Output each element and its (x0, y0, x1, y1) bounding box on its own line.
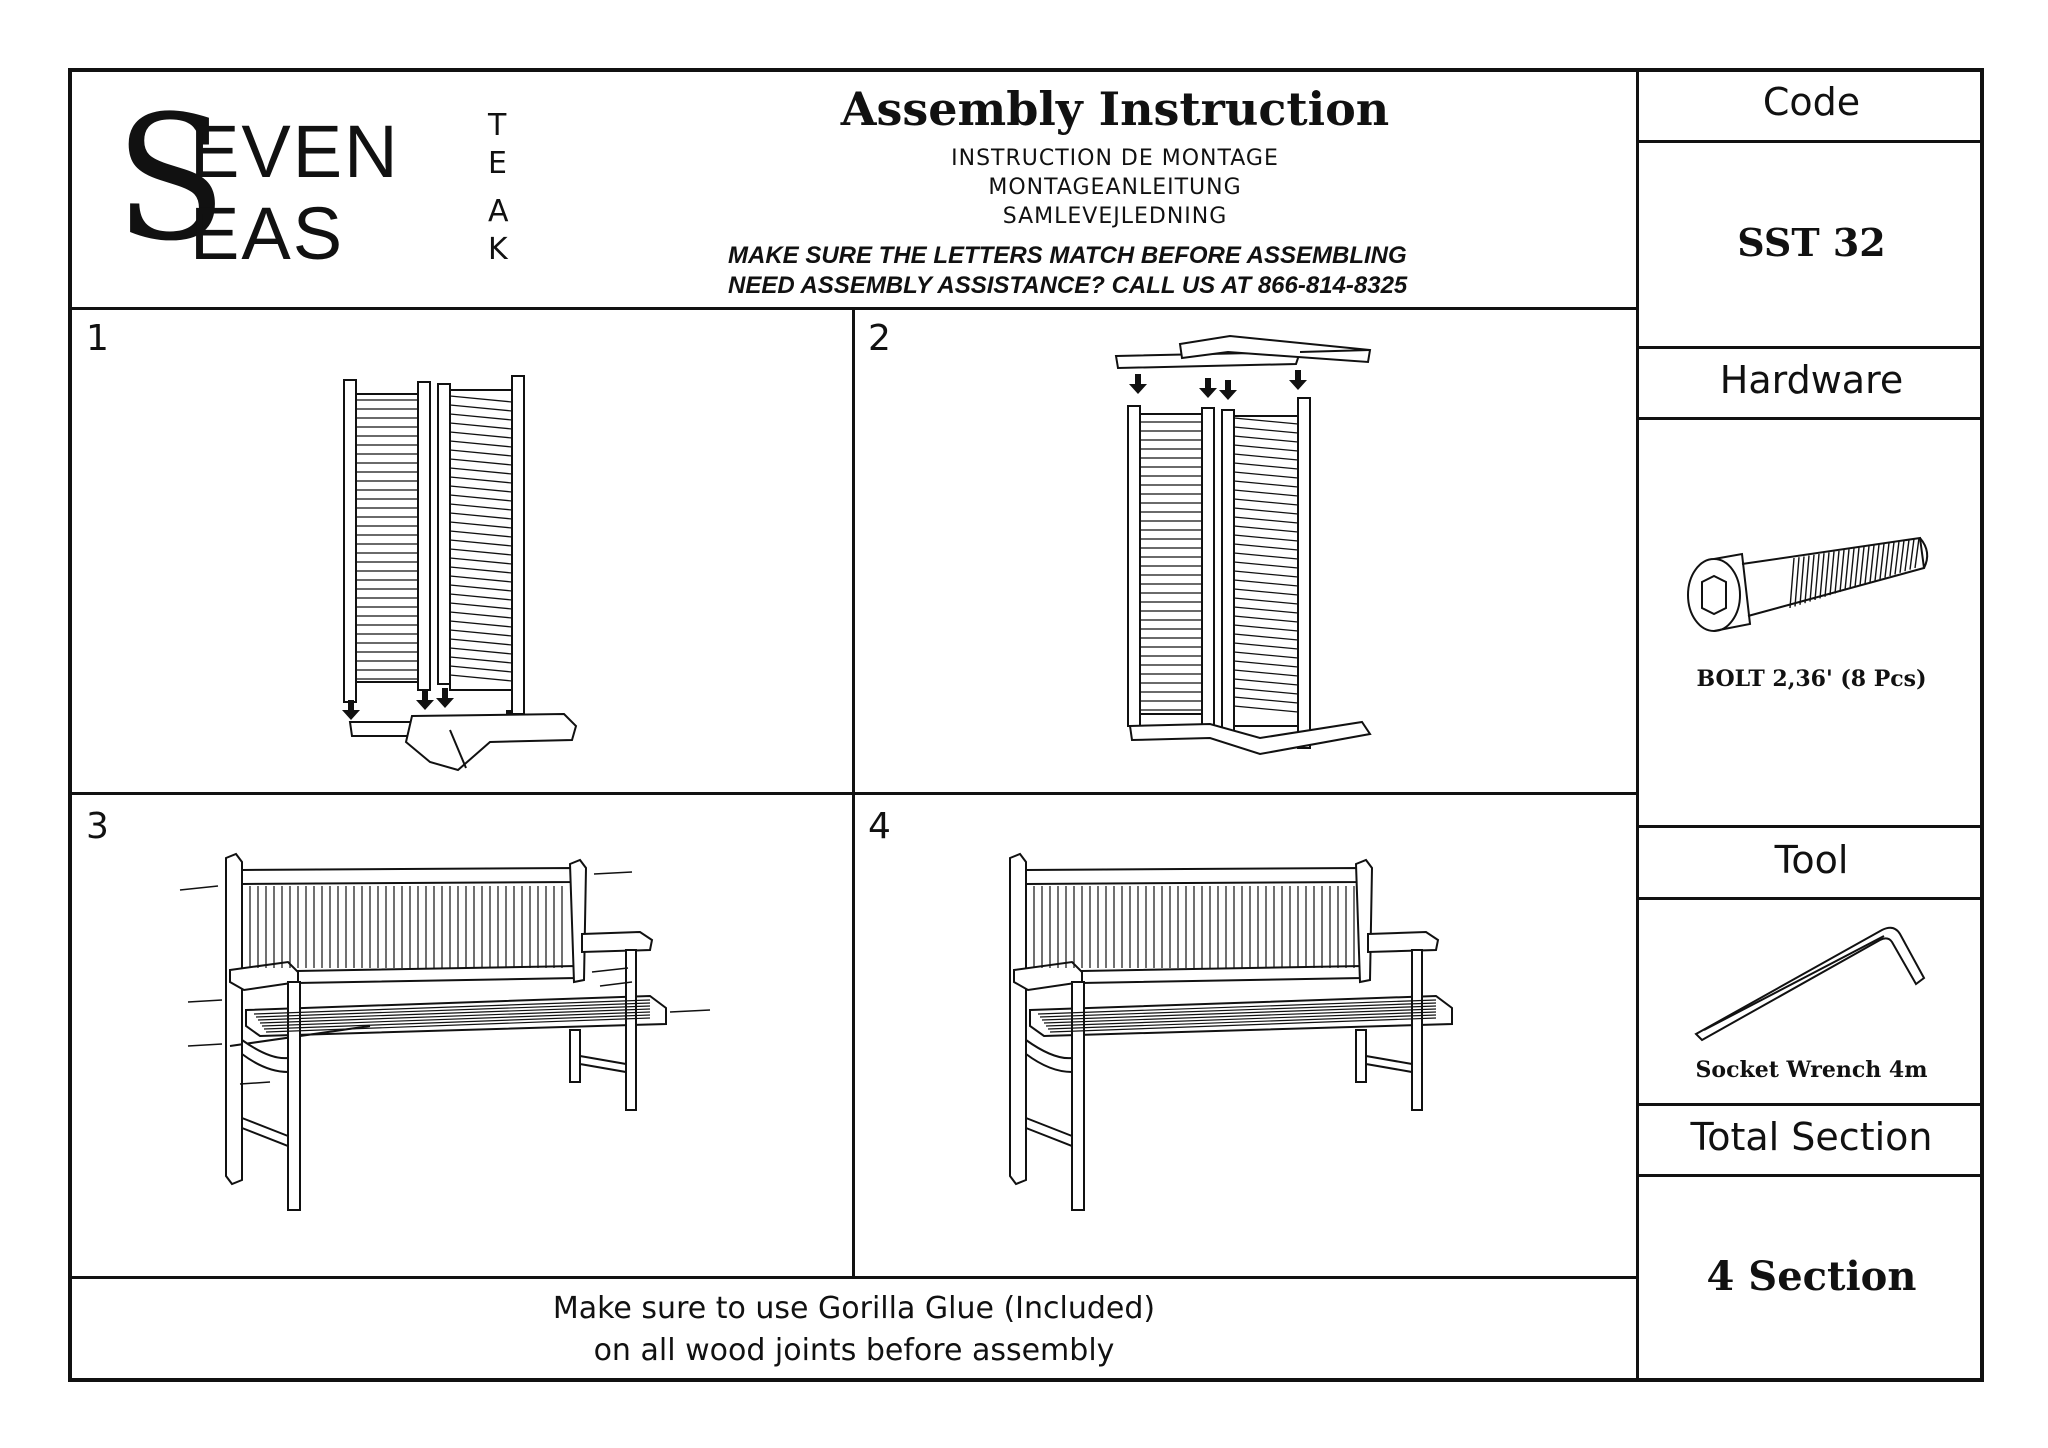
step-3-number: 3 (86, 806, 109, 847)
logo-stack-top-2: E (488, 146, 507, 181)
logo-bottom-word: EAS (190, 192, 345, 275)
slat-line (1820, 553, 1824, 598)
slat-line (1885, 543, 1889, 578)
slat-line (1865, 546, 1869, 584)
title-translation-de: MONTAGEANLEITUNG (988, 175, 1242, 200)
logo-stack-bottom-2: K (488, 232, 508, 267)
slat-line (1835, 551, 1839, 594)
hardware-caption: BOLT 2,36' (8 Pcs) (1696, 666, 1927, 692)
step-2-number: 2 (868, 318, 891, 359)
slat-line (1800, 556, 1804, 604)
logo-stack-top-1: T (488, 108, 507, 143)
slat-line (1805, 556, 1809, 604)
tool-caption: Socket Wrench 4m (1695, 1057, 1928, 1083)
slat-line (1910, 539, 1914, 570)
bolt-icon (1680, 520, 1940, 650)
total-section-label: Total Section (1690, 1115, 1933, 1159)
sidebar-line (1638, 897, 1982, 900)
brand-logo (114, 78, 538, 285)
slat-line (1895, 541, 1899, 574)
sidebar-line (1638, 1103, 1982, 1106)
slat-line (1825, 552, 1829, 596)
slat-line (1880, 544, 1884, 580)
step-4-bench-illustration (1000, 850, 1500, 1220)
slat-line (1860, 547, 1864, 586)
slat-line (1795, 557, 1799, 606)
page-title: Assembly Instruction (840, 82, 1390, 136)
slat-line (1815, 554, 1819, 600)
glue-note-line-1: Make sure to use Gorilla Glue (Included) (552, 1291, 1156, 1326)
slat-line (1810, 555, 1814, 602)
step-4-number: 4 (868, 806, 891, 847)
steps-horizontal-divider (70, 792, 1638, 795)
sidebar-line (1638, 1174, 1982, 1177)
slat-line (1845, 549, 1849, 590)
title-translation-da: SAMLEVEJLEDNING (1002, 204, 1228, 229)
sidebar-line (1638, 346, 1982, 349)
code-label: Code (1762, 80, 1861, 124)
letters-warning: MAKE SURE THE LETTERS MATCH BEFORE ASSEMBLING (728, 242, 1407, 269)
slat-line (1870, 545, 1874, 582)
step-2-illustration (1110, 330, 1400, 780)
slat-line (1905, 540, 1909, 572)
footer-divider (70, 1276, 1638, 1279)
code-value: SST 32 (1737, 220, 1886, 265)
slat-line (1900, 540, 1904, 572)
sidebar-line (1638, 140, 1982, 143)
sidebar-line (1638, 417, 1982, 420)
tool-label: Tool (1774, 838, 1849, 882)
step-1-number: 1 (86, 318, 109, 359)
step-1-illustration (330, 370, 600, 780)
sidebar-line (1638, 825, 1982, 828)
slat-line (1915, 538, 1919, 568)
slat-line (1875, 544, 1879, 580)
slat-line (1790, 558, 1794, 608)
title-translation-fr: INSTRUCTION DE MONTAGE (951, 146, 1279, 171)
glue-note-line-2: on all wood joints before assembly (593, 1333, 1115, 1368)
slat-line (1855, 548, 1859, 588)
assistance-phone: NEED ASSEMBLY ASSISTANCE? CALL US AT 866-814-8325 (728, 272, 1408, 299)
hardware-label: Hardware (1719, 358, 1904, 402)
logo-stack-bottom-1: A (488, 194, 509, 229)
logo-top-word: EVEN (190, 110, 400, 193)
logo-big-s: S (114, 78, 227, 279)
slat-line (1850, 548, 1854, 588)
step-3-bench-illustration (170, 850, 750, 1220)
socket-wrench-icon (1680, 918, 1940, 1048)
slat-line (1840, 550, 1844, 592)
total-section-value: 4 Section (1706, 1253, 1917, 1300)
slat-line (1890, 542, 1894, 576)
slat-line (1830, 552, 1834, 596)
